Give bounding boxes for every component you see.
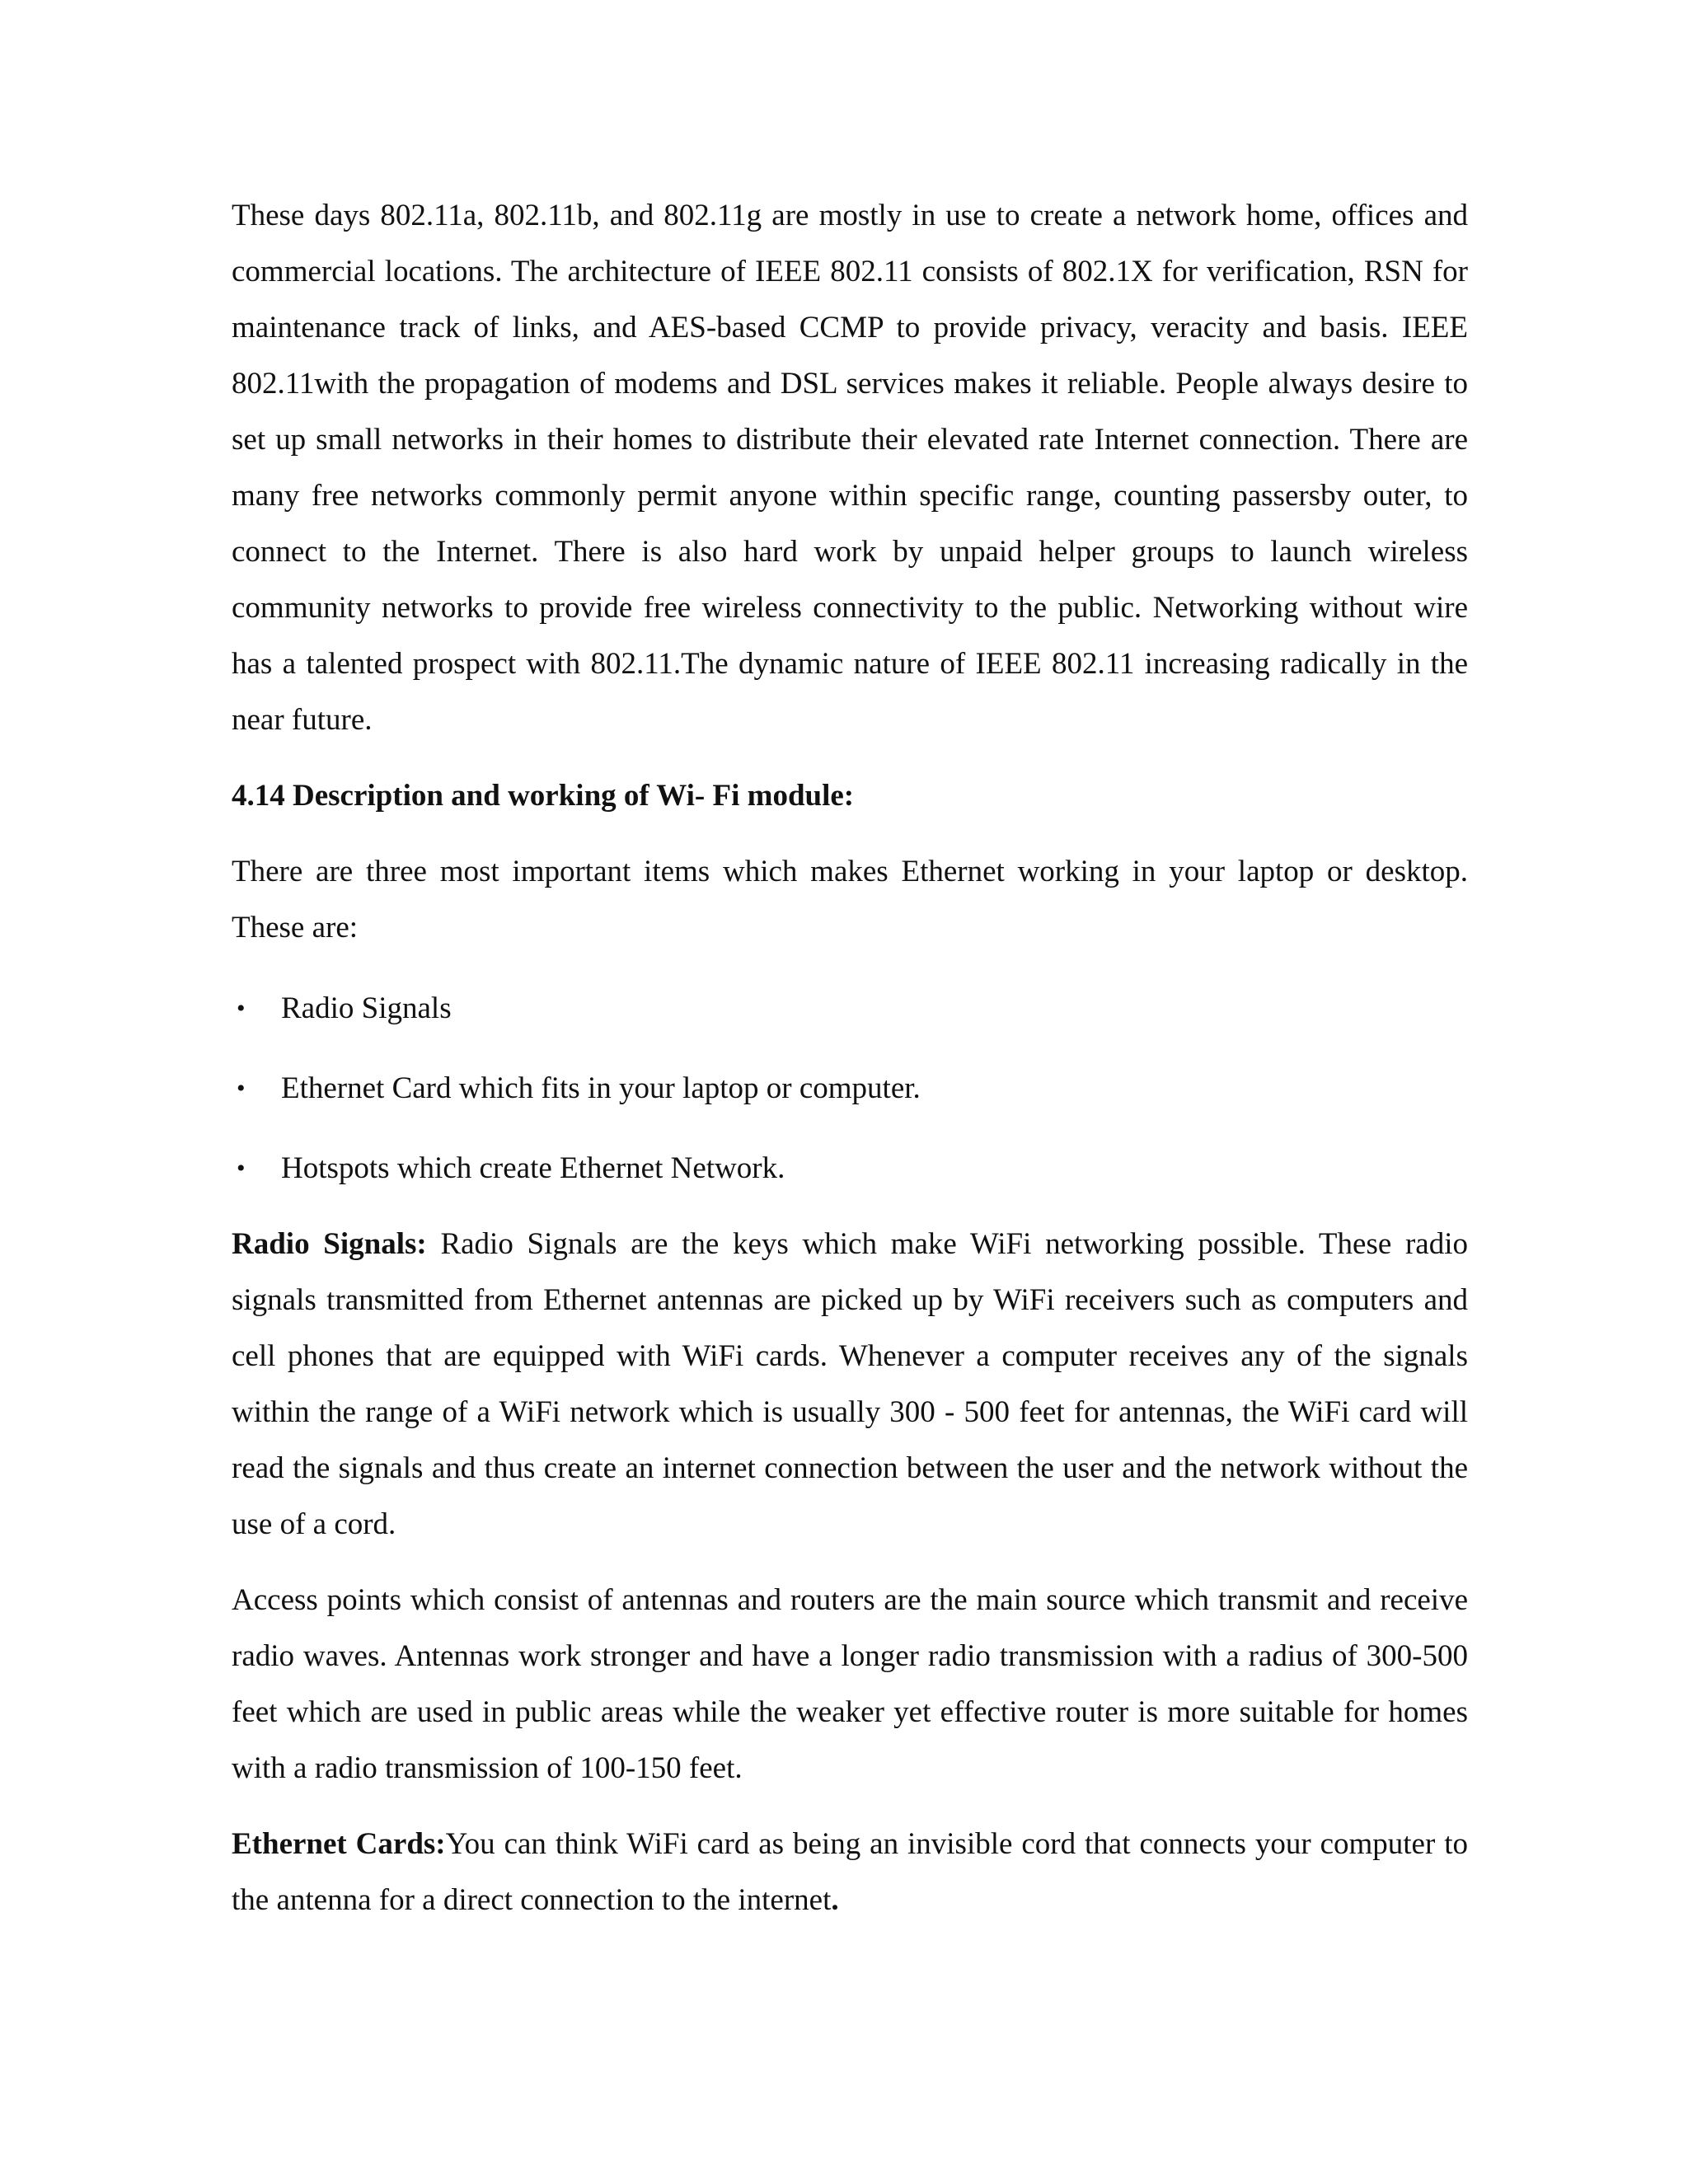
bullet-list (232, 981, 1468, 1197)
radio-signals-text: Radio Signals are the keys which make WiFi networking possible. These radio signals transmitted from Ethernet antennas are picked up by WiFi receivers such as computers and cell phones that are equipped with WiFi cards. Whenever a computer receives any of the signals within the range of a WiFi network which is usually 300 - 500 feet for antennas, the WiFi card will read the signals and thus create an internet connection between the user and the network without the use of a cord. (232, 1227, 1468, 1541)
list-item-text: Ethernet Card which fits in your laptop or computer. (281, 1071, 921, 1105)
access-points-paragraph: Access points which consist of antennas and routers are the main source which transmit and receive radio waves. Antennas work stronger and have a longer radio transmission with a radius of 300-500 feet which are used in public areas while the weaker yet effective router is more suitable for homes with a radio transmission of 100-150 feet. (232, 1583, 1468, 1785)
section-heading: 4.14 Description and working of Wi- Fi module: (232, 779, 855, 813)
document-page (232, 188, 1468, 1929)
ethernet-cards-text: You can think WiFi card as being an invisible cord that connects your computer to the antenna for a direct connection to the internet (232, 1827, 1468, 1917)
radio-signals-paragraph (232, 1216, 1468, 1553)
intro-paragraph: These days 802.11a, 802.11b, and 802.11g are mostly in use to create a network home, offices and commercial locations. The architecture of IEEE 802.11 consists of 802.1X for verification, RSN for maintenance track of links, and AES-based CCMP to provide privacy, veracity and basis. IEEE 802.11with the propagation of modems and DSL services makes it reliable. People always desire to set up small networks in their homes to distribute their elevated rate Internet connection. There are many free networks commonly permit anyone within specific range, counting passersby outer, to connect to the Internet. There is also hard work by unpaid helper groups to launch wireless community networks to provide free wireless connectivity to the public. Networking without wire has a talented prospect with 802.11.The dynamic nature of IEEE 802.11 increasing radically in the near future. (232, 199, 1468, 737)
bullet-icon: • (237, 1155, 246, 1182)
list-item-text: Radio Signals (281, 991, 452, 1025)
list-item (232, 1141, 1468, 1197)
ethernet-cards-label: Ethernet Cards: (232, 1827, 446, 1861)
items-intro-paragraph: There are three most important items which makes Ethernet working in your laptop or desktop. These are: (232, 855, 1468, 944)
ethernet-cards-paragraph (232, 1816, 1468, 1929)
bullet-icon: • (237, 1075, 246, 1102)
list-item (232, 1061, 1468, 1117)
radio-signals-label: Radio Signals: (232, 1227, 427, 1261)
list-item-text: Hotspots which create Ethernet Network. (281, 1151, 785, 1185)
list-item (232, 981, 1468, 1037)
ethernet-cards-end-mark: . (831, 1883, 839, 1917)
bullet-icon: • (237, 995, 246, 1022)
